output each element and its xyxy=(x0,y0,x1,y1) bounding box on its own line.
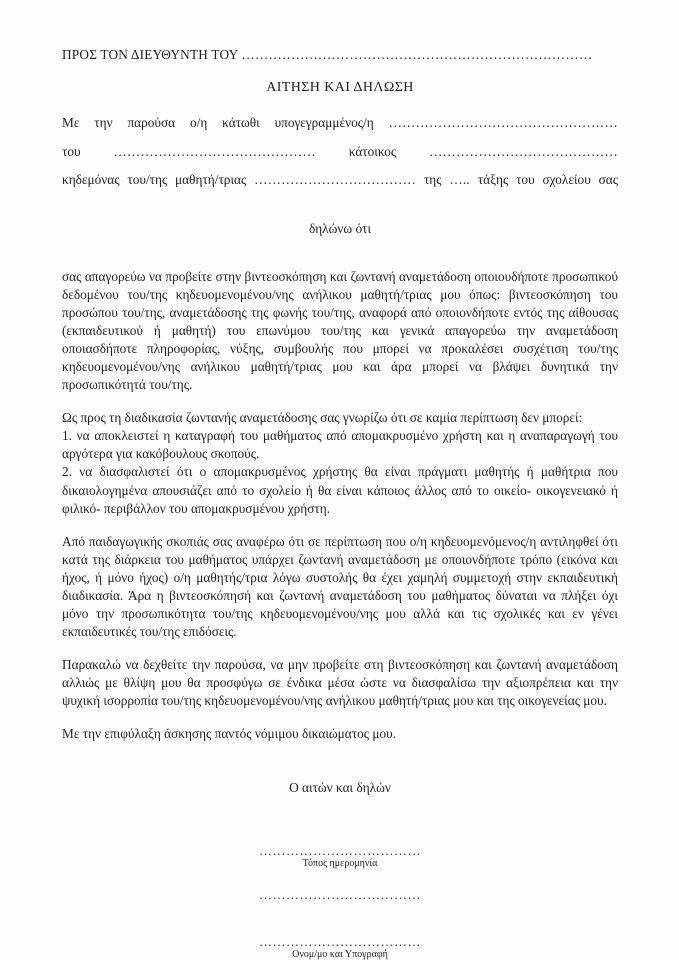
risk-item-1: 1. να αποκλειστεί η καταγραφή του μαθήματος από απομακρυσμένο χρήστη και η αναπαραγωγή του αργότερα για κακόβουλους σκοπούς. xyxy=(62,428,618,462)
intro-line-2-prefix: του xyxy=(62,143,81,159)
recipient-line xyxy=(62,46,618,64)
intro-line-2-mid: κάτοικος xyxy=(348,143,397,159)
paragraph-prohibition: σας απαγορεύω να προβείτε στην βιντεοσκόπηση και ζωντανή αναμετάδοση οποιουδήποτε προσωπικού δεδομένου του/της κηδευομενομένου/νης ανήλικου μαθητή/τριας μου όπως: βιντεοσκόπηση του προσώπου του/της, αναμετάδοσης της φωνής του/της, αναφορά από οποιονδήποτε εντός της αίθουσας (εκπαιδευτικού ή μαθητή) του επωνύμου του/της και γενικά απαγορεύω την αναμετάδοση οποιασδήποτε πληροφορίας, νύξης, συμβουλής που μπορεί να προκαλέσει συσχέτιση του/της κηδευομενομένου/νης ανήλικου μαθητή/τριας μου και άρα μπορεί να βλάψει δυνητικά την προσωπικότητά του/της. xyxy=(62,268,618,393)
place-date-label: Τόπος ημερομηνία xyxy=(302,857,378,869)
name-signature-line: ……………………………… xyxy=(259,933,421,949)
paragraph-live-stream-risks xyxy=(62,409,618,517)
signature-row-middle xyxy=(62,888,618,901)
middle-signature-line: ……………………………… xyxy=(259,886,421,902)
intro-line-3-mid: της xyxy=(423,172,442,188)
father-name-blank-field: ……………………………………… xyxy=(113,143,316,159)
student-name-blank-field: ……………………………… xyxy=(254,172,417,188)
place-date-signature-line: ……………………………… xyxy=(259,842,421,858)
name-blank-field: …………………………………………… xyxy=(388,115,618,131)
recipient-label: ΠΡΟΣ ΤΟΝ ΔΙΕΥΘΥΝΤΗ ΤΟΥ xyxy=(62,47,238,62)
intro-line-2 xyxy=(62,138,618,167)
intro-line-3 xyxy=(62,166,618,195)
intro-line-3-suffix: τάξης του σχολείου σας xyxy=(477,172,618,188)
intro-block xyxy=(62,109,618,195)
intro-line-1 xyxy=(62,109,618,138)
applicant-declarant-line: Ο αιτών και δηλών xyxy=(289,780,391,796)
intro-line-1-text: Με την παρούσα ο/η κάτωθι υπογεγραμμένος/η xyxy=(62,115,374,131)
rights-reservation-line: Με την επιφύλαξη άσκησης παντός νόμιμου δικαιώματος μου. xyxy=(62,726,397,742)
intro-line-3-prefix: κηδεμόνας του/της μαθητή/τριας xyxy=(62,172,247,188)
document-title: ΑΙΤΗΣΗ ΚΑΙ ΔΗΛΩΣΗ xyxy=(266,80,414,96)
paragraph-request: Παρακαλώ να δεχθείτε την παρούσα, να μην προβείτε στη βιντεοσκόπηση και ζωντανή αναμετάδοση αλλιώς με θλίψη μου θα προσφύγω σε ένδικα μέσα ώστε να διασφαλίσω την αξιοπρέπεια και την ψυχική ισορροπία του/της κηδευομενομένου/νης ανήλικου μαθητή/τριας μου και της οικογενείας μου. xyxy=(62,657,618,709)
signature-section xyxy=(62,844,618,960)
signature-row-name xyxy=(62,935,618,960)
name-signature-label: Ονομ/μο και Υπογραφή xyxy=(292,948,388,960)
class-blank-field: ….. xyxy=(449,172,470,188)
risks-intro-line: Ως προς τη διαδικασία ζωντανής αναμετάδοσης σας γνωρίζω ότι σε καμία περίπτωση δεν μπορεί: xyxy=(62,410,583,426)
residence-blank-field: …………………………………… xyxy=(429,143,618,159)
signature-row-place-date xyxy=(62,844,618,870)
recipient-blank-field: …………………………………………………………………… xyxy=(241,47,593,62)
declaration-heading: δηλώνω ότι xyxy=(308,220,372,236)
risk-item-2: 2. να διασφαλιστεί ότι ο απομακρυσμένος χρήστης θα είναι πράγματι μαθητής ή μαθήτρια που δικαιολογημένα απουσιάζει από το σχολείο ή θα είναι κάποιος άλλος από το οικείο- οικογενειακό ή φιλικό- περιβάλλον του απομακρυσμένου χρήστη. xyxy=(62,464,618,516)
paragraph-pedagogical: Από παιδαγωγικής σκοπιάς σας αναφέρω ότι σε περίπτωση που ο/η κηδευομενόμενος/η αντιληφθεί ότι κατά της διάρκεια του μαθήματος υπάρχει ζωντανή αναμετάδοση με οποιονδήποτε τρόπο (εικόνα και ήχος, ή μόνο ήχος) ο/η μαθητής/τρια λόγω συστολής θα έχει χαμηλή συμμετοχή στην εκπαιδευτική διαδικασία. Άρα η βιντεοσκόπησή και ζωντανή αναμετάδοση του μαθήματος δύναται να πλήξει όχι μόνο την προσωπικότητα του/της κηδευομενομένου/νης μου αλλά και τις σχολικές και εν γένει εκπαιδευτικές του/της επιδόσεις. xyxy=(62,533,618,640)
